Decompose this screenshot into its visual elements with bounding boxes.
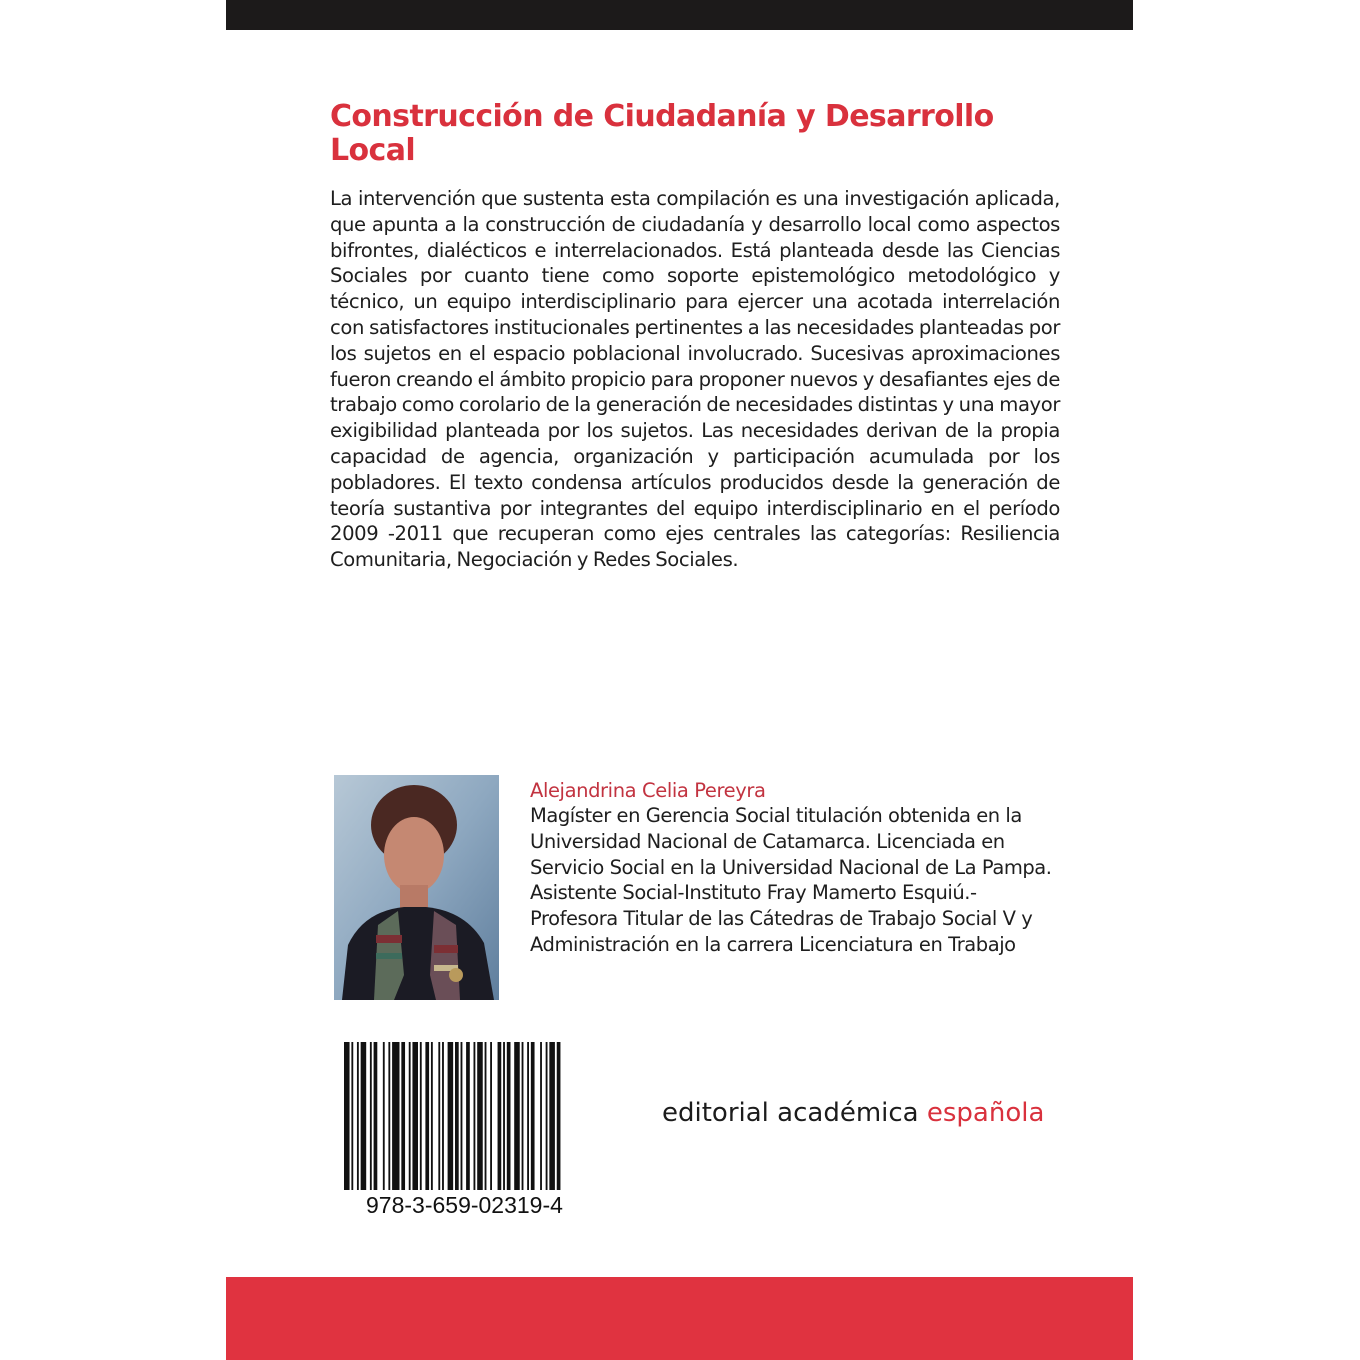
barcode-bar — [549, 1042, 555, 1190]
top-band — [226, 0, 1133, 30]
barcode-bar — [420, 1042, 422, 1190]
barcode-bar — [540, 1042, 542, 1190]
barcode-bar — [527, 1042, 529, 1190]
barcode-bar — [392, 1042, 399, 1190]
barcode-bar — [438, 1042, 440, 1190]
barcode-bar — [351, 1042, 353, 1190]
barcode-bar — [531, 1042, 535, 1190]
publisher-name: editorial académica — [662, 1098, 919, 1128]
barcode-bar — [361, 1042, 367, 1190]
author-bio: Magíster en Gerencia Social titulación obtenida en la Universidad Nacional de Catamarca. Licenciada en Servicio Social en la Universidad Nacional de La Pampa. Asistente Social-Instituto Fray Mamerto Esquiú.-Profesora Titular de las Cátedras de Trabajo Social V y Administración en la carrera Licenciatura en Trabajo — [530, 804, 1052, 956]
barcode-bar — [409, 1042, 411, 1190]
author-name: Alejandrina Celia Pereyra — [530, 779, 766, 802]
barcode-bar — [546, 1042, 548, 1190]
barcode-bar — [374, 1042, 378, 1190]
barcode-bar — [383, 1042, 385, 1190]
barcode-bar — [425, 1042, 429, 1190]
barcode-bar — [388, 1042, 390, 1190]
barcode-bar — [477, 1042, 483, 1190]
barcode-bar — [412, 1042, 418, 1190]
barcode-bar — [490, 1042, 492, 1190]
barcode-bar — [522, 1042, 524, 1190]
barcode-bar — [344, 1042, 350, 1190]
book-back-cover — [226, 0, 1133, 1360]
barcode-bar — [401, 1042, 405, 1190]
barcode-bar — [466, 1042, 470, 1190]
barcode-bar — [474, 1042, 476, 1190]
publisher-logo — [662, 1095, 1082, 1131]
barcode-bar — [461, 1042, 463, 1190]
barcode-bar — [370, 1042, 372, 1190]
barcode-bar — [503, 1042, 505, 1190]
barcode-bar — [455, 1042, 459, 1190]
isbn-number: 978-3-659-02319-4 — [366, 1192, 563, 1218]
barcode-bar — [448, 1042, 454, 1190]
barcode-bar — [485, 1042, 487, 1190]
book-title: Construcción de Ciudadanía y Desarrollo Local — [330, 99, 994, 168]
barcode-bar — [498, 1042, 502, 1190]
barcode-bar — [514, 1042, 520, 1190]
author-photo — [334, 775, 499, 1000]
barcode-bar — [557, 1042, 561, 1190]
barcode-bar — [431, 1042, 433, 1190]
barcode-bar — [442, 1042, 444, 1190]
bottom-band — [226, 1277, 1133, 1360]
book-blurb: La intervención que sustenta esta compilación es una investigación aplicada, que apunta a la construcción de ciudadanía y desarrollo local como aspectos bifrontes, dialécticos e interrelacionados. Está planteada desde las Ciencias Sociales por cuanto tiene como soporte epistemológico metodológico y técnico, un equipo interdisciplinario para ejercer una acotada interrelación con satisfactores institucionales pertinentes a las necesidades planteadas por los sujetos en el espacio poblacional involucrado. Sucesivas aproximaciones fueron creando el ámbito propicio para proponer nuevos y desafiantes ejes de trabajo como corolario de la generación de necesidades distintas y una mayor exigibilidad planteada por los sujetos. Las necesidades derivan de la propia capacidad de agencia, organización y participación acumulada por los pobladores. El texto condensa artículos producidos desde la generación de teoría sustantiva por integrantes del equipo interdisciplinario en el período 2009 -2011 que recuperan como ejes centrales las categorías: Resiliencia Comunitaria, Negociación y Redes Sociales. — [330, 187, 1060, 572]
barcode — [342, 1042, 612, 1192]
barcode-bar — [357, 1042, 359, 1190]
publisher-name-accent: española — [926, 1098, 1045, 1128]
barcode-bar — [507, 1042, 511, 1190]
